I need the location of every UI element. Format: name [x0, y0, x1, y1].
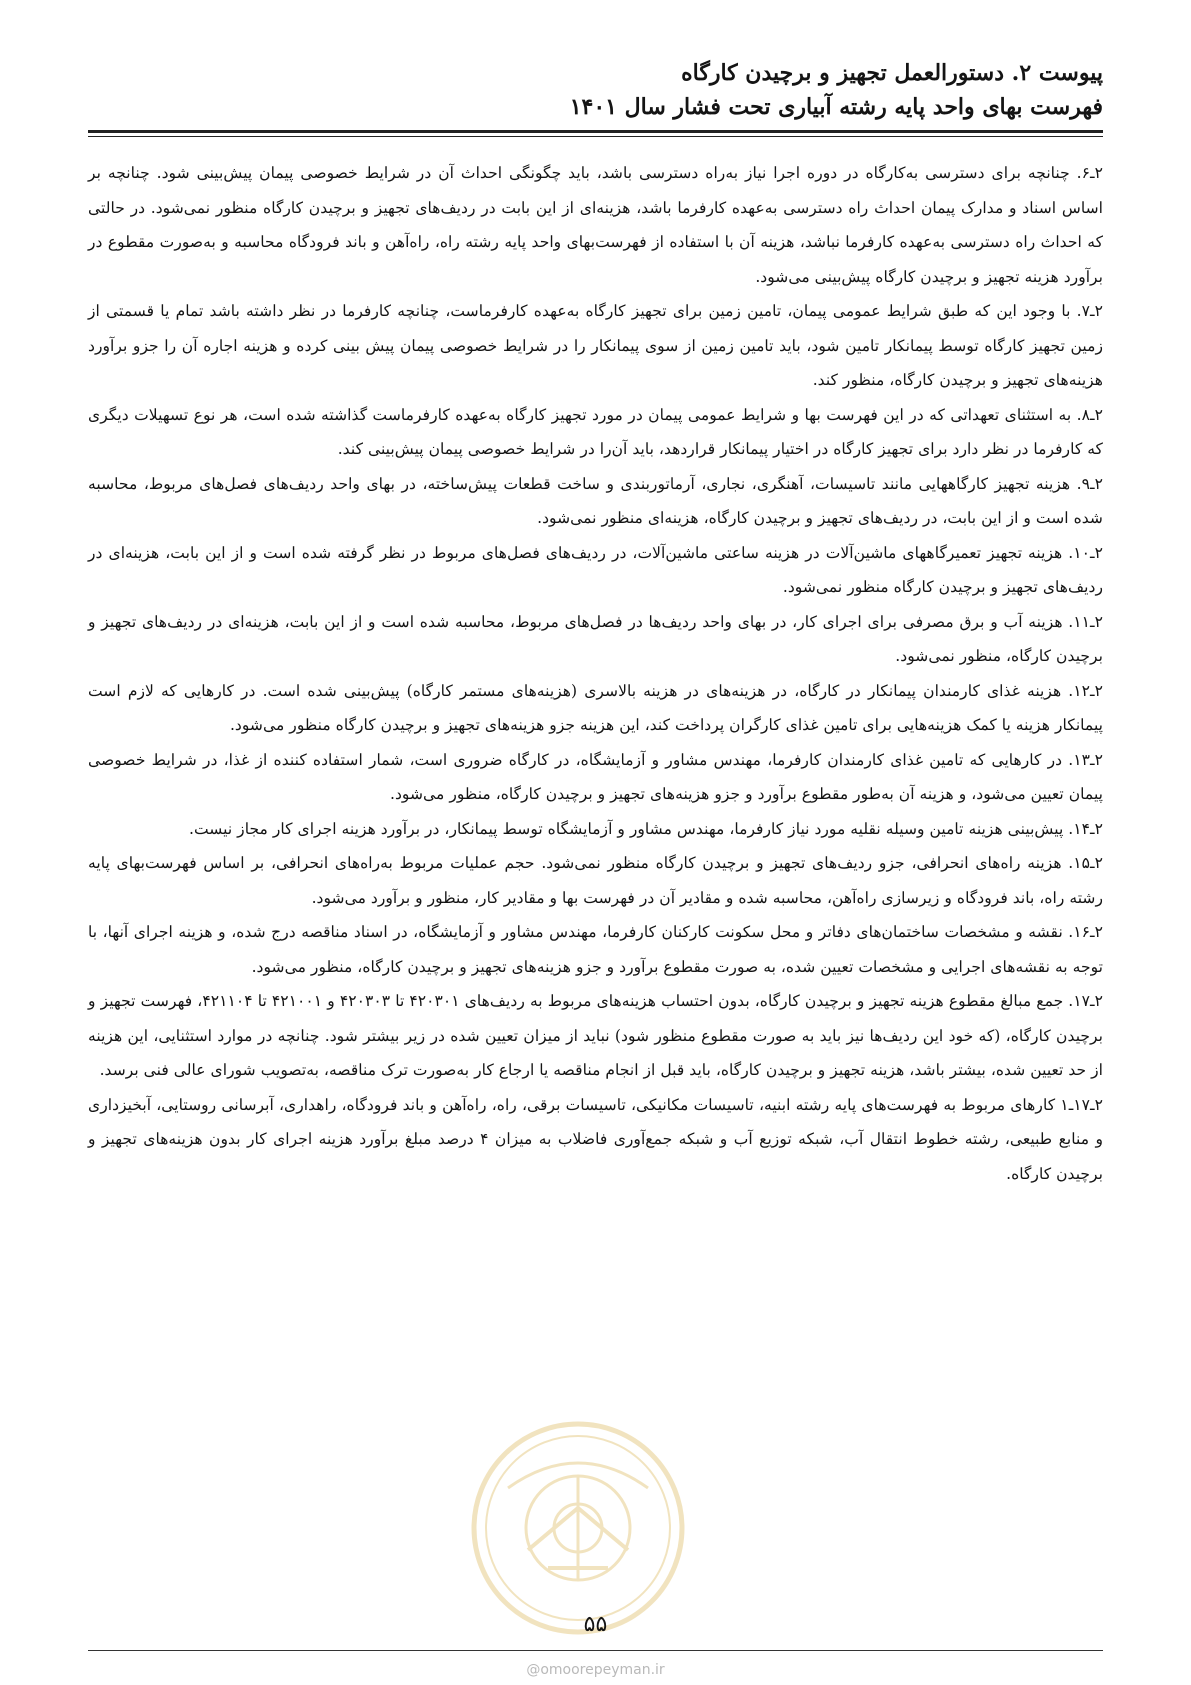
paragraph-2-13: ۲ـ۱۳. در کارهایی که تامین غذای کارمندان کارفرما، مهندس مشاور و آزمایشگاه، در کارگاه ضروری است، شمار استفاده کننده از غذا، در شرایط خصوصی پیمان تعیین می‌شود، و هزینه آن به‌طور مقطوع برآورد و جزو هزینه‌های تجهیز و برچیدن کارگاه، منظور می‌شود. — [88, 750, 1103, 803]
header-rule-thick — [88, 130, 1103, 133]
paragraph-2-17-1: ۲ـ۱۷ـ۱ کارهای مربوط به فهرست‌های پایه رشته ابنیه، تاسیسات مکانیکی، تاسیسات برقی، راه، راه‌آهن و باند فرودگاه، راهداری، آبرسانی روستایی، آبخیزداری و منابع طبیعی، رشته خطوط انتقال آب، شبکه توزیع آب و شبکه جمع‌آوری فاضلاب به میزان ۴ درصد مبلغ برآورد هزینه اجرای کار بدون هزینه‌های تجهیز و برچیدن کارگاه. — [88, 1095, 1103, 1183]
footer-rule — [88, 1650, 1103, 1651]
paragraph-2-8: ۲ـ۸. به استثنای تعهداتی که در این فهرست بها و شرایط عمومی پیمان در مورد تجهیز کارگاه به‌عهده کارفرماست گذاشته شده است، هر نوع تسهیلات دیگری که کارفرما در نظر دارد برای تجهیز کارگاه در اختیار پیمانکار قراردهد، باید آن‌را در شرایط خصوصی پیمان پیش‌بینی کند. — [88, 405, 1103, 458]
header-subtitle: فهرست بهای واحد پایه رشته آبیاری تحت فشار سال ۱۴۰۱ — [569, 94, 1103, 120]
paragraph-2-6: ۲ـ۶. چنانچه برای دسترسی به‌کارگاه در دوره اجرا نیاز به‌راه دسترسی باشد، باید چگونگی احداث آن در شرایط خصوصی پیمان پیش‌بینی شود. چنانچه بر اساس اسناد و مدارک پیمان احداث راه دسترسی به‌عهده کارفرما باشد، هزینه‌ای از این بابت در ردیف‌های تجهیز و برچیدن کارگاه منظور نمی‌شود. در حالتی که احداث راه دسترسی به‌عهده کارفرما نباشد، هزینه آن با استفاده از فهرست‌بهای واحد پایه رشته راه، راه‌آهن و باند فرودگاه محاسبه و به‌صورت مقطوع در برآورد هزینه تجهیز و برچیدن کارگاه پیش‌بینی می‌شود. — [88, 164, 1103, 286]
paragraph-2-17: ۲ـ۱۷. جمع مبالغ مقطوع هزینه تجهیز و برچیدن کارگاه، بدون احتساب هزینه‌های مربوط به ردیف‌های ۴۲۰۳۰۱ تا ۴۲۰۳۰۳ و ۴۲۱۰۰۱ تا ۴۲۱۱۰۴، فهرست تجهیز و برچیدن کارگاه، (که خود این ردیف‌ها نیز باید به صورت مقطوع منظور شود) نباید از میزان تعیین شده در زیر بیشتر شود. چنانچه در موارد استثنایی، این هزینه از حد تعیین شده، بیشتر باشد، هزینه تجهیز و برچیدن کارگاه، باید قبل از انجام مناقصه یا ارجاع کار به‌صورت ترک مناقصه، به‌تصویب شورای عالی فنی برسد. — [88, 992, 1103, 1079]
paragraph-2-9: ۲ـ۹. هزینه تجهیز کارگاههایی مانند تاسیسات، آهنگری، نجاری، آرماتوربندی و ساخت قطعات پیش‌ساخته، در بهای واحد ردیف‌های فصل‌های مربوط، محاسبه شده است و از این بابت، در ردیف‌های تجهیز و برچیدن کارگاه، هزینه‌ای منظور نمی‌شود. — [88, 474, 1103, 527]
seal-logo-icon — [468, 1418, 688, 1638]
header-title: پیوست ۲. دستورالعمل تجهیز و برچیدن کارگاه — [681, 60, 1103, 86]
paragraph-2-7: ۲ـ۷. با وجود این که طبق شرایط عمومی پیمان، تامین زمین برای تجهیز کارگاه به‌عهده کارفرماست، چنانچه کارفرما در نظر داشته باشد تمام یا قسمتی از زمین تجهیز کارگاه توسط پیمانکار تامین شود، باید تامین زمین از سوی پیمانکار را در شرایط خصوصی پیمان پیش بینی کرده و هزینه اجاره آن را جزو برآورد هزینه‌های تجهیز و برچیدن کارگاه، منظور کند. — [88, 302, 1103, 389]
paragraph-2-16: ۲ـ۱۶. نقشه و مشخصات ساختمان‌های دفاتر و محل سکونت کارکنان کارفرما، مهندس مشاور و آزمایشگاه، در اسناد مناقصه درج شده، و هزینه اجرای آنها، با توجه به نقشه‌های اجرایی و مشخصات تعیین شده، به صورت مقطوع برآورد و جزو هزینه‌های تجهیز و برچیدن کارگاه، منظور می‌شود. — [88, 923, 1103, 976]
paragraph-2-10: ۲ـ۱۰. هزینه تجهیز تعمیرگاههای ماشین‌آلات در هزینه ساعتی ماشین‌آلات، در ردیف‌های فصل‌های مربوط در نظر گرفته شده است و از این بابت، هزینه‌ای در ردیف‌های تجهیز و برچیدن کارگاه منظور نمی‌شود. — [88, 543, 1103, 596]
page-number: ۵۵ — [583, 1612, 608, 1637]
website-watermark: @omoorepeyman.ir — [526, 1662, 665, 1678]
paragraph-2-14: ۲ـ۱۴. پیش‌بینی هزینه تامین وسیله نقلیه مورد نیاز کارفرما، مهندس مشاور و آزمایشگاه توسط پیمانکار، در برآورد هزینه اجرای کار مجاز نیست. — [188, 819, 1103, 838]
paragraph-2-12: ۲ـ۱۲. هزینه غذای کارمندان پیمانکار در کارگاه، در هزینه‌های در هزینه بالاسری (هزینه‌های مستمر کارگاه) پیش‌بینی شده است. در کارهایی که لازم است پیمانکار هزینه یا کمک هزینه‌هایی برای تامین غذای کارگران پرداخت کند، این هزینه جزو هزینه‌های تجهیز و برچیدن کارگاه منظور می‌شود. — [88, 681, 1103, 734]
document-body — [88, 156, 1103, 1191]
page-header — [88, 56, 1103, 124]
paragraph-2-11: ۲ـ۱۱. هزینه آب و برق مصرفی برای اجرای کار، در بهای واحد ردیف‌ها در فصل‌های مربوط، محاسبه شده است و از این بابت، هزینه‌ای در ردیف‌های تجهیز و برچیدن کارگاه، منظور نمی‌شود. — [88, 612, 1103, 665]
header-rule-thin — [88, 136, 1103, 137]
paragraph-2-15: ۲ـ۱۵. هزینه راه‌های انحرافی، جزو ردیف‌های تجهیز و برچیدن کارگاه منظور نمی‌شود. حجم عملیات مربوط به‌راه‌های انحرافی، بر اساس فهرست‌بهای پایه رشته راه، باند فرودگاه و زیرسازی راه‌آهن، محاسبه شده و مقادیر آن در فهرست بها و مقادیر کار، منظور و برآورد می‌شود. — [88, 854, 1103, 907]
